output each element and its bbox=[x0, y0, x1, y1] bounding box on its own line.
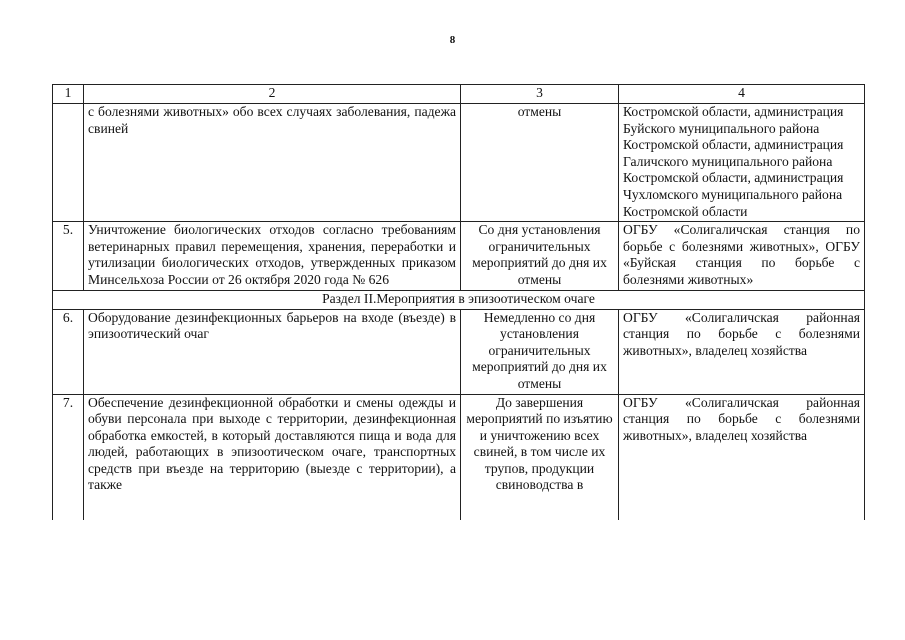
responsible-line: Костромской области bbox=[623, 203, 748, 219]
timing-cell: До завершения мероприятий по изъятию и уничтожению всех свиней, в том числе их трупов, продукции свиноводства в bbox=[461, 394, 619, 520]
table-row bbox=[53, 394, 865, 520]
measure-cell: с болезнями животных» обо всех случаях заболевания, падежа свиней bbox=[84, 104, 461, 222]
responsible-line: Костромской области, администрация bbox=[623, 137, 844, 153]
measure-cell: Уничтожение биологических отходов согласно требованиям ветеринарных правил перемещения, хранения, переработки и утилизации биологических отходов, утвержденных приказом Минсельхоза России от 26 октября 2020 года № 626 bbox=[84, 222, 461, 290]
timing-cell: отмены bbox=[461, 104, 619, 222]
measure-cell: Оборудование дезинфекционных барьеров на входе (въезде) в эпизоотический очаг bbox=[84, 309, 461, 394]
responsible-line: Костромской области, администрация bbox=[623, 170, 844, 186]
table-row bbox=[53, 104, 865, 222]
header-col-4: 4 bbox=[619, 85, 865, 104]
row-number: 5. bbox=[53, 222, 84, 290]
row-number: 6. bbox=[53, 309, 84, 394]
section-heading-row bbox=[53, 290, 865, 309]
measures-table bbox=[52, 84, 865, 520]
table-header-row bbox=[53, 85, 865, 104]
header-col-2: 2 bbox=[84, 85, 461, 104]
measure-cell: Обеспечение дезинфекционной обработки и смены одежды и обуви персонала при выходе с территории, дезинфекционная обработка емкостей, в который доставляются пища и вода для людей, работающих в эпизоотическом очаге, транспортных средств при въезде на территорию (выезде с территории), а также bbox=[84, 394, 461, 520]
responsible-cell: ОГБУ «Солигаличская районная станция по борьбе с болезнями животных», владелец хозяйства bbox=[619, 309, 865, 394]
page-number: 8 bbox=[449, 34, 456, 46]
section-title: Раздел II.Мероприятия в эпизоотическом очаге bbox=[53, 290, 865, 309]
responsible-cell: ОГБУ «Солигаличская районная станция по борьбе с болезнями животных», владелец хозяйства bbox=[619, 394, 865, 520]
responsible-cell bbox=[619, 104, 865, 222]
responsible-line: Галичского муниципального района bbox=[623, 153, 833, 169]
row-number bbox=[53, 104, 84, 222]
table-row bbox=[53, 222, 865, 290]
table-row bbox=[53, 309, 865, 394]
responsible-line: Костромской области, администрация bbox=[623, 104, 844, 119]
header-col-3: 3 bbox=[461, 85, 619, 104]
header-col-1: 1 bbox=[53, 85, 84, 104]
timing-cell: Немедленно со дня установления ограничительных мероприятий до дня их отмены bbox=[461, 309, 619, 394]
responsible-line: Чухломского муниципального района bbox=[623, 186, 843, 202]
row-number: 7. bbox=[53, 394, 84, 520]
timing-cell: Со дня установления ограничительных мероприятий до дня их отмены bbox=[461, 222, 619, 290]
responsible-line: Буйского муниципального района bbox=[623, 120, 820, 136]
responsible-cell: ОГБУ «Солигаличская станция по борьбе с болезнями животных», ОГБУ «Буйская станция по борьбе с болезнями животных» bbox=[619, 222, 865, 290]
